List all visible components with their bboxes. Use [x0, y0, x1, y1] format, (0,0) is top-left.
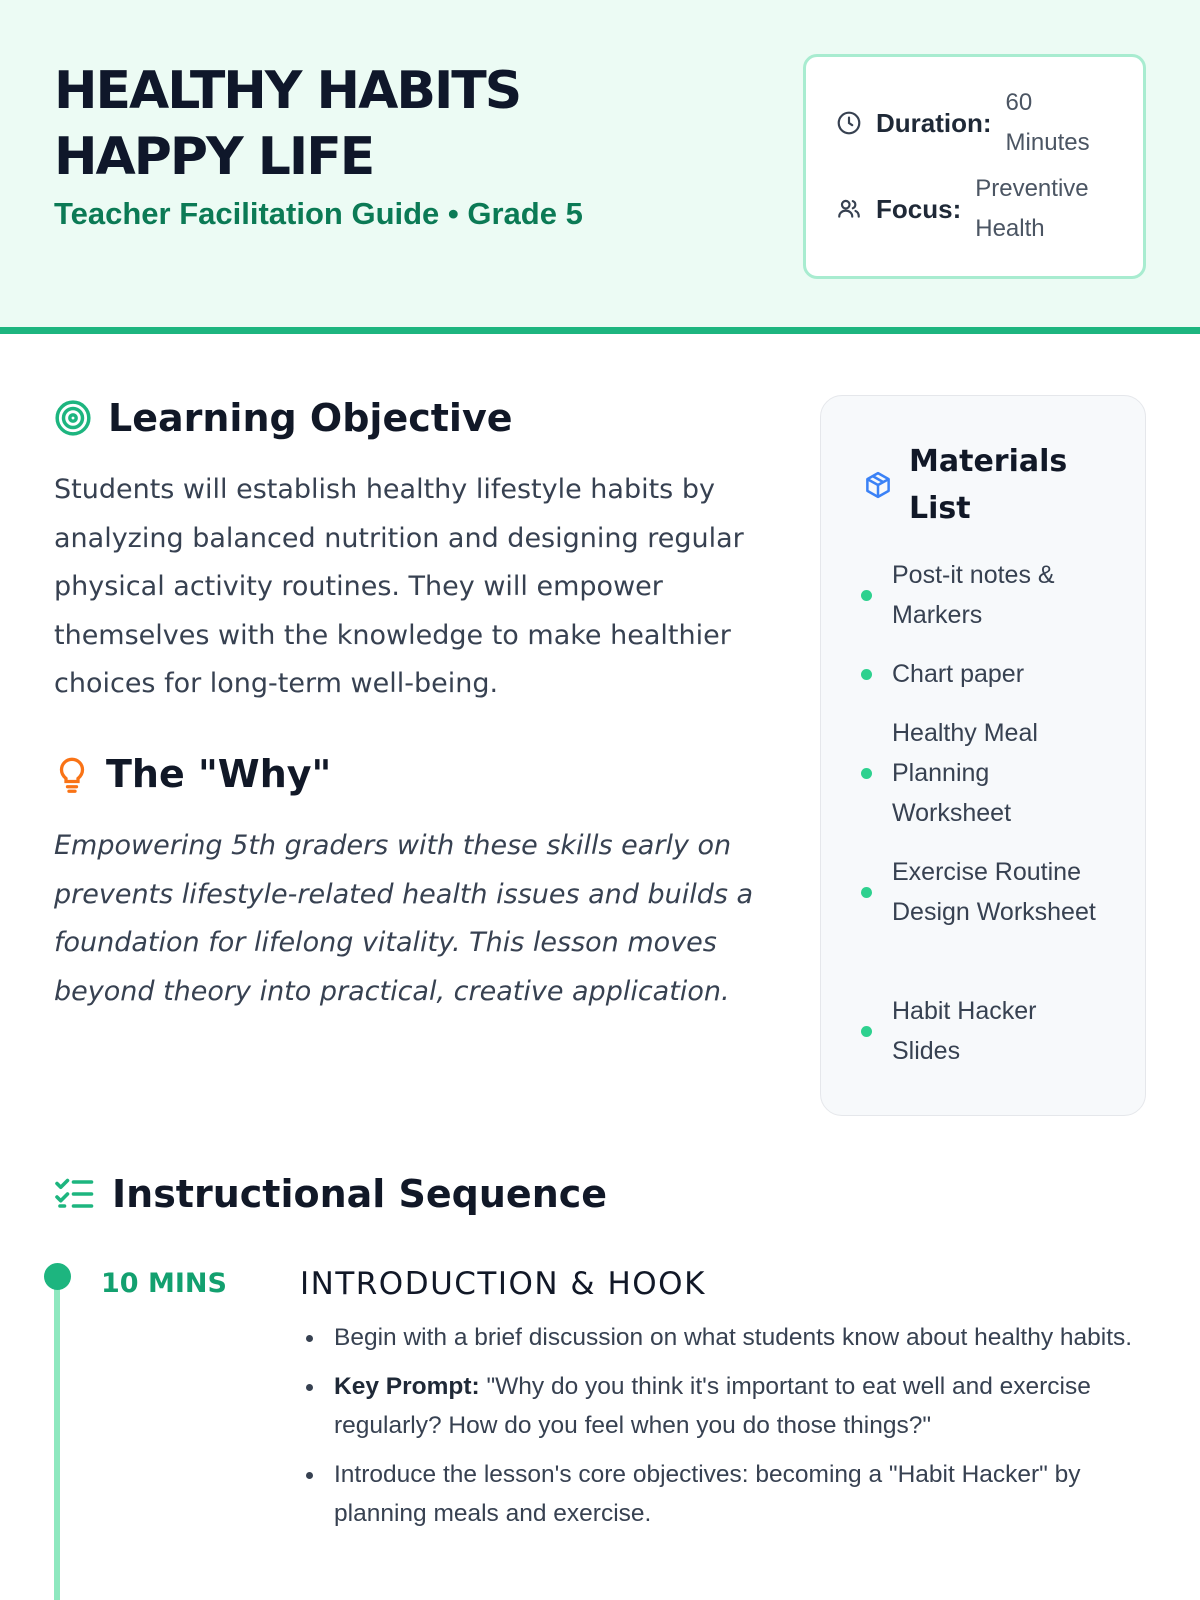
package-icon — [863, 470, 893, 500]
page-title: HEALTHY HABITS HAPPY LIFE — [54, 61, 521, 187]
focus-label: Focus: — [876, 193, 962, 224]
bullet-dot — [861, 768, 872, 779]
clock-icon — [836, 110, 862, 136]
duration-row — [836, 83, 1116, 163]
learning-objective-text: Students will establish healthy lifestyle habits by analyzing balanced nutrition and designing regular physical activity routines. They will empower themselves with the knowledge to make healthier choices for long-term well-being. — [54, 474, 744, 699]
bullet-dot — [861, 1026, 872, 1037]
material-text: Healthy Meal Planning Worksheet — [892, 719, 1038, 827]
why-text: Empowering 5th graders with these skills early on prevents lifestyle-related health issues and builds a foundation for lifelong vitality. This lesson moves beyond theory into practical, creative application. — [54, 830, 754, 1007]
instructional-sequence-heading — [54, 1172, 607, 1216]
material-item — [861, 555, 1121, 635]
duration-value: 60 Minutes — [1005, 89, 1090, 156]
step-bullet — [300, 1367, 1140, 1445]
step-duration: 10 MINS — [101, 1268, 227, 1299]
page-subtitle: Teacher Facilitation Guide • Grade 5 — [54, 196, 583, 231]
bullet-dot — [861, 590, 872, 601]
focus-value: Preventive Health — [975, 175, 1089, 242]
bullet-dot — [861, 887, 872, 898]
step-bullet-text: Begin with a brief discussion on what students know about healthy habits. — [334, 1324, 1133, 1351]
duration-label: Duration: — [876, 107, 992, 138]
learning-objective-heading — [54, 396, 513, 440]
step-bullet-text: "Why do you think it's important to eat well and exercise regularly? How do you feel when you do those things?" — [334, 1373, 1091, 1439]
timeline-dot — [44, 1263, 71, 1290]
timeline-line — [54, 1276, 60, 1600]
step-bullet-text: Introduce the lesson's core objectives: becoming a "Habit Hacker" by planning meals and exercise. — [334, 1461, 1081, 1527]
users-icon — [836, 196, 862, 222]
step-bullet — [300, 1455, 1140, 1533]
material-text: Chart paper — [892, 660, 1025, 688]
materials-title: Materials List — [909, 444, 1068, 526]
material-text: Post-it notes & Markers — [892, 561, 1055, 629]
material-item — [861, 991, 1121, 1071]
step-bullet — [300, 1318, 1140, 1357]
material-item — [861, 713, 1121, 833]
why-title: The "Why" — [106, 752, 332, 796]
list-checks-icon — [54, 1175, 96, 1213]
bullet-dot — [861, 669, 872, 680]
materials-card — [820, 395, 1146, 1116]
target-icon — [54, 399, 92, 437]
why-heading — [54, 752, 331, 796]
instructional-sequence-title: Instructional Sequence — [112, 1172, 608, 1216]
lesson-info-card — [803, 54, 1146, 279]
material-item — [861, 852, 1121, 932]
materials-heading — [863, 438, 1069, 532]
learning-objective-title: Learning Objective — [108, 396, 513, 440]
material-text: Exercise Routine Design Worksheet — [892, 858, 1096, 926]
key-prompt-label: Key Prompt: — [334, 1373, 480, 1400]
material-text: Habit Hacker Slides — [892, 997, 1037, 1065]
step-bullets — [300, 1318, 1140, 1543]
lightbulb-icon — [54, 754, 90, 794]
step-title: INTRODUCTION & HOOK — [300, 1266, 706, 1302]
focus-row — [836, 169, 1089, 249]
material-item — [861, 654, 1121, 694]
header-banner — [0, 0, 1200, 334]
